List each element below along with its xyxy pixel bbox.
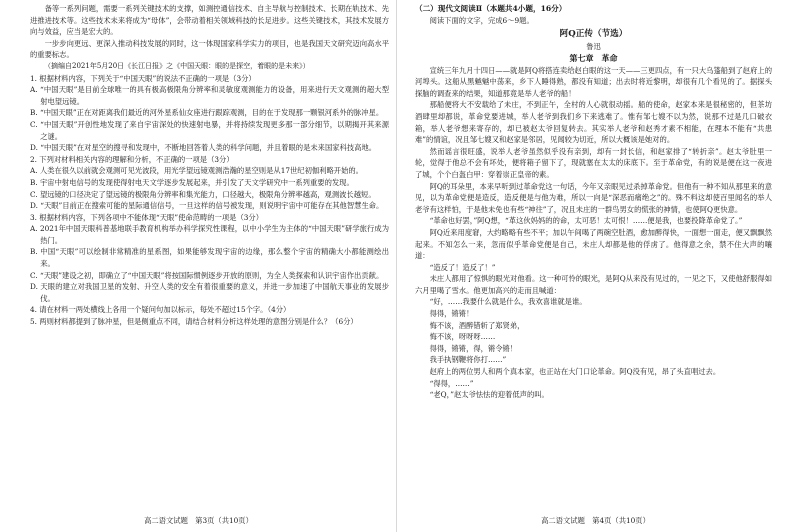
paragraph: “革命也好罢，”阿Q想，“革这伙妈妈的的命，太可恶！太可恨！……便是我，也要投降革命党了。” — [429, 216, 743, 226]
paragraph: 一步步向更远、更深入推动科技发展的同时，这一体现国家科学实力的项目，也是我国天文研究迈向高水平的重要标志。 — [30, 38, 389, 60]
page-footer-left: 高二语文试题 第3页（共10页） — [144, 516, 253, 525]
source-citation: （摘编自2021年5月20日《长江日报》之《中国天眼：眼的是探空，着眼的是未来》） — [44, 61, 310, 70]
option-b: B. 中国“天眼”可以绘制非常精准的星系图，如果能够发现宇宙的边缘，那么整个宇宙的精确大小都能测绘出来。 — [30, 247, 389, 269]
passage-title: 阿Q正传（节选） — [559, 28, 628, 39]
question-1: 1. 根据材料内容，下列关于“中国天眼”的说法不正确的一项是（3分） — [30, 73, 256, 83]
question-2: 2. 下列对材料相关内容的理解和分析，不正确的一项是（3分） — [30, 154, 234, 164]
section-heading: （二）现代文阅读Ⅱ（本题共4小题，16分） — [415, 4, 567, 13]
option-b: B. “中国天眼”正在对距离我们最近的河外星系仙女座进行跟踪观测，目的在于发现那一颗银河系外的脉冲星。 — [30, 108, 384, 118]
option-d: D. “中国天眼”在对星空的搜寻和发现中，不断地回答着人类的科学问题，并且着眼的是未来国家科技高地。 — [30, 143, 377, 153]
paragraph: 那船便将大不安载给了未庄，不到正午，全村的人心就很动摇。船的使命，赵家本来是很秘密的，但茶坊酒肆里却都说，革命党要进城，举人老爷到我们乡下来逃难了。惟有邹七嫂不以为然，说那不过是几口破衣箱，举人老爷想来寄存的，却已被赵太爷回复转去。其实举人老爷和赵秀才素不相能，在理本不能有“共患难”的情谊，况且邹七嫂又和赵家是邻居，见闻较为切近，所以大概该是她对的。 — [415, 100, 772, 145]
song-line: 得得，锵锵！ — [429, 309, 474, 319]
paragraph: 赵府上的两位男人和两个真本家，也正站在大门口论革命。阿Q没有见，昂了头直唱过去。 — [429, 367, 721, 377]
paragraph: “得得，……” — [429, 378, 474, 388]
right-page — [397, 0, 794, 532]
paragraph: 未庄人都用了惊惧的眼光对他看。这一种可怜的眼光，是阿Q从来没有见过的，一见之下，又使他舒服得如六月里喝了雪水。他更加高兴的走而且喊道： — [415, 274, 772, 295]
song-line: “好，……我要什么就是什么，我欢喜谁就是谁。 — [429, 297, 587, 307]
paragraph: “造反了！造反了！” — [429, 262, 496, 272]
paragraph: 然而谣言很旺盛，说举人老爷虽然似乎没有亲到，却有一封长信，和赵家排了“转折亲”。赵太爷肚里一轮，觉得于他总不会有坏处，便将箱子留下了，现就塞在太太的床底下。至于革命党，有的说是便在这一夜进了城，个个白盔白甲：穿着崇正皇帝的素。 — [415, 146, 772, 179]
paragraph: 备等一系列问题，需要一系列关键技术的支撑，如测控通信技术、自主导航与控制技术、长期在轨技术、先进推进技术等。这些技术未来将成为“母体”，会带动着相关领域科技的长足进步。这些关键技术，其技术发展方向与效益，应当是宏大的。 — [30, 4, 389, 37]
option-c: C. “中国天眼”开创性地发现了来自宇宙深处的快速射电暴，并将持续发现更多那一部分细节，以期揭开其来源之谜。 — [30, 119, 389, 141]
song-line: 悔不该，呀呀呀…… — [429, 332, 496, 342]
paragraph: 阿Q近来用度窘，大约略略有些不平；加以午间喝了两碗空肚酒，愈加醉得快，一面想一面走，便又飘飘然起来。不知怎么一来，忽而似乎革命党便是自己，未庄人却都是他的俘虏了。他得意之余，禁不住大声的嚷道： — [415, 227, 772, 261]
option-a: A. 2021年中国天眼科普基地联手教育机构举办科学探究性课程，以中小学生为主体的“中国天眼”研学旅行成为热门。 — [30, 224, 389, 245]
chapter-heading: 第七章 革命 — [569, 52, 618, 63]
passage-author: 鲁迅 — [586, 41, 601, 51]
song-line: 我手执钢鞭将你打……” — [429, 355, 507, 365]
question-3: 3. 根据材料内容，下列各项中不能体现“天眼”使命范畴的一项是（3分） — [30, 212, 263, 222]
option-d: D. 天眼的建立对我国卫星的发射、升空人类的安全有着很重要的意义，并进一步加速了中国航天事业的发展步伐。 — [30, 282, 389, 303]
option-a: A. 人类在很久以前就会观测可见光波段，用光学望远镜观测浩瀚的星空则是从17世纪初伽利略开始的。 — [30, 166, 363, 176]
option-a: A. “中国天眼”是目前全球唯一的具有极高极限角分辨率和灵敏度观测能力的设备，用来进行天文观测的超大型射电望远镜。 — [30, 85, 389, 106]
paragraph: 阿Q的耳朵里，本来早听到过革命党这一句话，今年又亲眼见过杀掉革命党。但他有一种不知从那里来的意见，以为革命党便是造反，造反便是与他为难，所以一向是“深恶而痛绝之”的。殊不料这却使百里闻名的举人老爷有这样怕，于是他未免也有些“神往”了，况且未庄的一群鸟男女的慌张的神情，也使阿Q更快意。 — [415, 181, 772, 214]
instruction: 阅读下面的文字，完成6～9题。 — [429, 16, 534, 25]
song-line: 得得，锵锵，得，锵令锵！ — [429, 343, 518, 353]
option-b: B. 宇宙中射电信号的发现使得射电天文学逐步发展起来，并引发了天文学研究中一系列重要的发现。 — [30, 177, 354, 187]
paragraph: 宣统三年九月十四日——就是阿Q将搭连卖给赵白眼的这一天——三更四点，有一只大乌篷船到了赵府上的河埠头。这船从黑魆魆中荡来，乡下人睡得熟，都没有知道；出去时将近黎明，却很有几个看见的了。据探头探脑的调查来的结果，知道那竟是举人老爷的船！ — [415, 65, 772, 98]
question-4: 4. 请在材料一两处横线上各用一个疑问句加以标示，每处不超过15个字。（4分） — [30, 305, 291, 315]
paragraph: “老Q，”赵太爷怯怯的迎着低声的叫。 — [429, 390, 549, 400]
option-d: D. “天眼”目前正在搜索可能的星际通信信号，一旦这样的信号被发现，则说明宇宙中可能存在其他智慧生命。 — [30, 201, 384, 211]
option-c: C. “天眼”建设之初，即确立了“中国天眼”将按国际惯例逐步开放的原则，为全人类探索和认识宇宙作出贡献。 — [30, 270, 384, 280]
page-footer-right: 高二语文试题 第4页（共10页） — [541, 516, 650, 525]
option-c: C. 望远镜的口径决定了望远镜的极限角分辨率和集光能力，口径越大，极限角分辨率越高，观测波长越短。 — [30, 189, 376, 199]
question-5: 5. 两则材料都提到了脉冲星，但是侧重点不同，请结合材料分析这样处理的意图分别是什么？（6分） — [30, 317, 358, 327]
song-line: 悔不该，酒醉错斩了郑贤弟， — [429, 320, 525, 330]
